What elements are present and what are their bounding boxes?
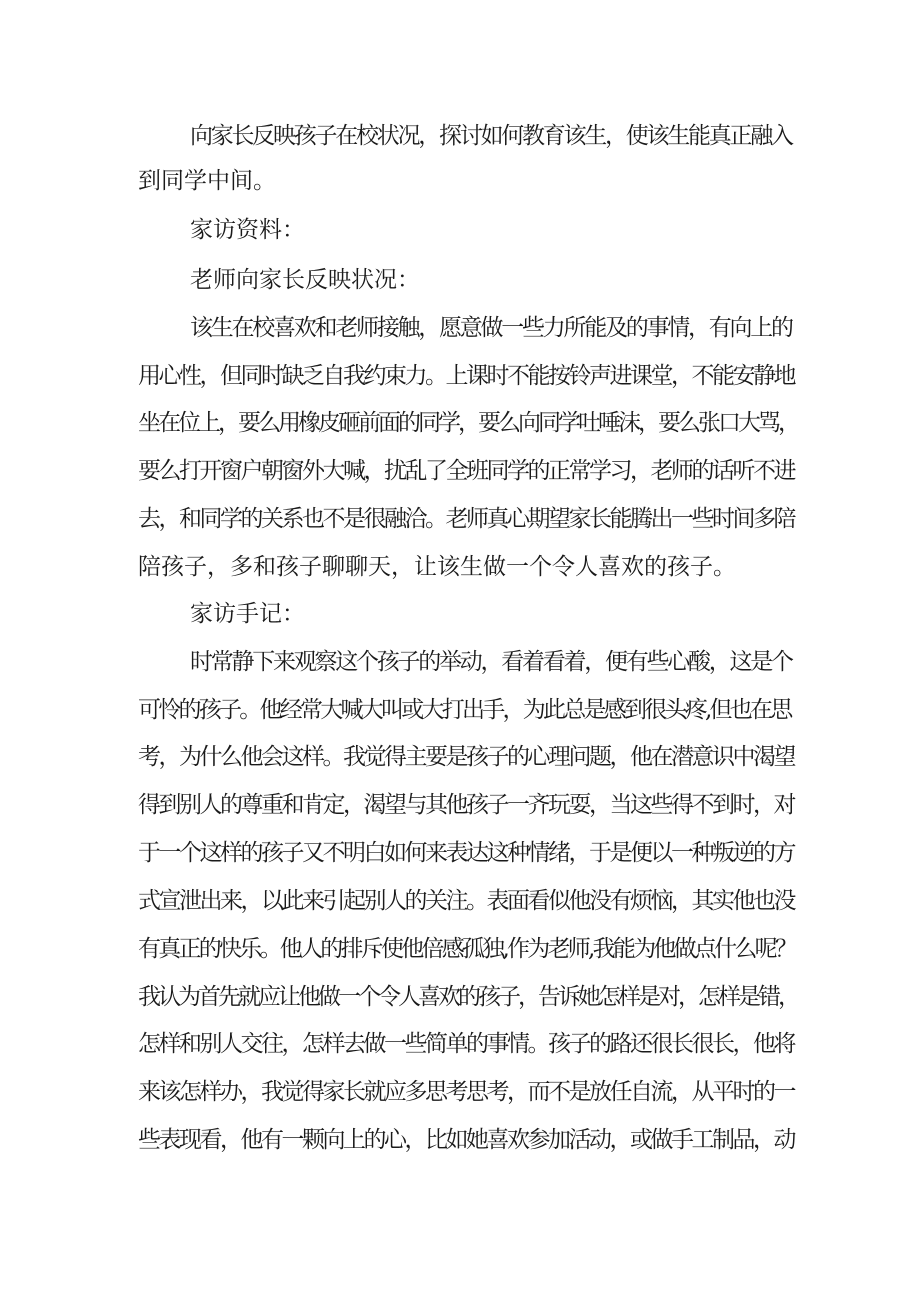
paragraph-line: 得到别人的尊重和肯定，渴望与其他孩子一齐玩耍，当这些得不到时，对 [138,792,794,818]
paragraph-line: 来该怎样办，我觉得家长就应多思考思考，而不是放任自流，从平时的一 [138,1079,794,1105]
paragraph-line: 些表现看，他有一颗向上的心，比如她喜欢参加活动，或做手工制品，动 [138,1127,794,1153]
paragraph-line: 用心性，但同时缺乏自我约束力。上课时不能按铃声进课堂，不能安静地 [138,363,794,389]
paragraph-line: 考，为什么他会这样。我觉得主要是孩子的心理问题，他在潜意识中渴望 [138,744,794,770]
paragraph-line: 去，和同学的关系也不是很融洽。老师真心期望家长能腾出一些时间多陪 [138,506,794,532]
paragraph-line: 怎样和别人交往，怎样去做一些简单的事情。孩子的路还很长很长，他将 [138,1031,794,1057]
section-label: 家访手记： [190,601,305,627]
section-label: 家访资料： [190,217,305,243]
paragraph-line: 于一个这样的孩子又不明白如何来表达这种情绪，于是便以一种叛逆的方 [138,840,794,866]
section-label: 老师向家长反映状况： [190,267,420,293]
paragraph-line: 要么打开窗户朝窗外大喊，扰乱了全班同学的正常学习，老师的话听不进 [138,458,794,484]
paragraph-line: 时常静下来观察这个孩子的举动，看着看着，便有些心酸，这是个 [190,649,792,675]
paragraph-line: 坐在位上，要么用橡皮砸前面的同学，要么向同学吐唾沫，要么张口大骂， [138,410,798,436]
paragraph-line: 式宣泄出来，以此来引起别人的关注。表面看似他没有烦恼，其实他也没 [138,888,794,914]
paragraph-line: 可怜的孩子。他经常大喊大叫或大打出手，为此总是感到很头疼,但也在思 [138,697,791,723]
paragraph-line: 向家长反映孩子在校状况，探讨如何教育该生，使该生能真正融入 [190,123,792,149]
paragraph-line: 我认为首先就应让他做一个令人喜欢的孩子，告诉她怎样是对，怎样是错， [138,984,798,1010]
paragraph-line: 到同学中间。 [138,168,276,194]
paragraph-line: 陪孩子，多和孩子聊聊天，让该生做一个令人喜欢的孩子。 [138,554,736,580]
paragraph-line: 有真正的快乐。他人的排斥使他倍感孤独,作为老师,我能为他做点什么呢？ [138,936,796,962]
paragraph-line: 该生在校喜欢和老师接触，愿意做一些力所能及的事情，有向上的 [190,315,792,341]
